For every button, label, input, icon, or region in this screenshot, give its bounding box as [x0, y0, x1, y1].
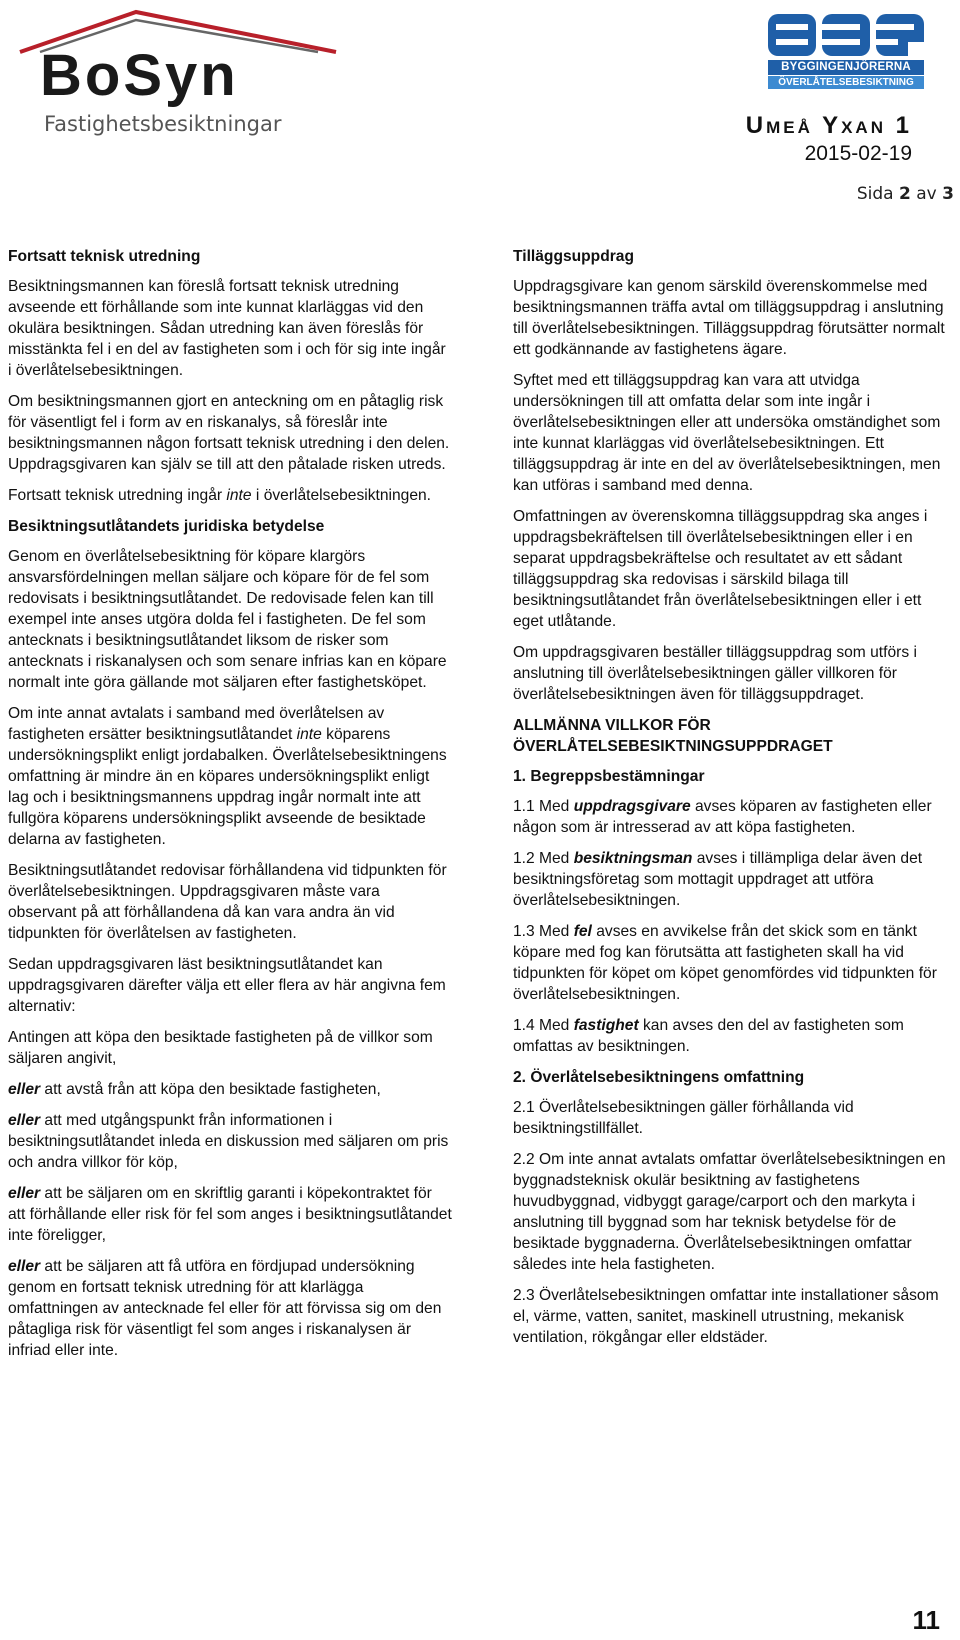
term: fastighet	[573, 1017, 639, 1034]
clause-2-1: 2.1 Överlåtelsebesiktningen gäller förhållanda vid besiktningstillfället.	[513, 1099, 854, 1137]
text: avses i tillämpliga delar även det besiktningsföretag som mottagit uppdraget att utföra överlåtelsebesiktningen.	[513, 850, 923, 909]
footer-page-number: 11	[912, 1605, 940, 1635]
page-current: 2	[899, 184, 911, 204]
paragraph: Besiktningsutlåtandet redovisar förhållandena vid tidpunkten för överlåtelsebesiktningen. Uppdragsgivaren måste vara observant på att förhållandena då kan vara andra än vid tidpunkten för överlåtelsen av fastigheten.	[8, 862, 447, 942]
paragraph: Om uppdragsgivaren beställer tilläggsuppdrag som utförs i anslutning till överlåtelsebesiktningen gäller villkoren för överlåtelsebesiktningen även för tilläggsuppdraget.	[513, 644, 917, 703]
property-title: Umeå Yxan 1	[745, 112, 912, 139]
emphasis: inte	[226, 487, 252, 504]
text: Om inte annat avtalats i samband med överlåtelsen av fastigheten ersätter besiktningsutlåtandet	[8, 705, 385, 743]
bosyn-logo	[18, 6, 348, 136]
eller-label: eller	[8, 1081, 41, 1098]
alternative-2	[8, 1079, 452, 1100]
page-indicator	[857, 184, 954, 204]
text: kan avses den del av fastigheten som omfattas av besiktningen.	[513, 1017, 904, 1055]
paragraph: Omfattningen av överenskomna tilläggsuppdrag ska anges i uppdragsbekräftelsen till överlåtelsebesiktningen eller i en separat uppdragsbekräftelse och resultatet av ett sådant tilläggsuppdrag ska redovisas i särskild bilaga till besiktningsutlåtandet från överlåtelsebesiktningen eller i ett eget utlåtande.	[513, 508, 928, 630]
page-label: Sida	[856, 184, 894, 204]
alternative-1: Antingen att köpa den besiktade fastigheten på de villkor som säljaren angivit,	[8, 1029, 433, 1067]
paragraph: Besiktningsmannen kan föreslå fortsatt teknisk utredning avseende ett förhållande som inte kunnat klarläggas vid den okulära besiktningen. Sådan utredning kan även föreslås för misstänkta fel i en del av fastigheten som i och för sig inte ingår i överlåtelsebesiktningen.	[8, 278, 446, 379]
heading-begrepp: 1. Begreppsbestämningar	[513, 768, 705, 785]
text: 1.2 Med	[513, 850, 574, 867]
text: att avstå från att köpa den besiktade fastigheten,	[40, 1081, 381, 1098]
clause-2-2: 2.2 Om inte annat avtalats omfattar överlåtelsebesiktningen en byggnadsteknisk okulär besiktning av fastighetens huvudbyggnad, vidbyggt garage/carport och den markyta i anslutning till byggnad som har teknisk betydelse för de besiktade byggnaderna. Överlåtelsebesiktningen omfattar således inte hela fastigheten.	[513, 1151, 946, 1273]
bosyn-wordmark: BoSyn	[40, 43, 239, 108]
heading-juridisk: Besiktningsutlåtandets juridiska betydelse	[8, 518, 325, 535]
text: att be säljaren att få utföra en fördjupad undersökning genom en fortsatt teknisk utredning för att klarlägga omfattningen av antecknade fel eller för att förvissa sig om den påtagliga risk för väsentligt fel som anges i riskanalysen är infriad eller inte.	[8, 1258, 442, 1359]
text: Fortsatt teknisk utredning ingår	[8, 487, 227, 504]
text: avses köparen av fastigheten eller någon som är intresserad av att köpa fastigheten.	[513, 798, 932, 836]
paragraph: Om besiktningsmannen gjort en anteckning om en påtaglig risk för väsentligt fel i form av en riskanalys, så föreslår inte besiktningsmannen någon fortsatt teknisk utredning i den delen. Uppdragsgivaren kan själv se till att den påtalade risken utreds.	[8, 393, 450, 473]
clause-2-3: 2.3 Överlåtelsebesiktningen omfattar inte installationer såsom el, värme, vatten, sanitet, maskinell utrustning, mekanisk ventilation, rökgångar eller eldstäder.	[513, 1287, 939, 1346]
eller-label: eller	[8, 1258, 41, 1275]
page-sep: av	[916, 184, 937, 204]
paragraph: Genom en överlåtelsebesiktning för köpare klargörs ansvarsfördelningen mellan säljare och köpare för de fel som redovisats i besiktningsutlåtandet. De redovisade felen kan till exempel inte anses utgöra dolda fel i fastigheten. De fel som antecknats i besiktningsutlåtandet liksom de risker som antecknats i riskanalysen och som senare infrias kan en köpare normalt inte göra gällande mot säljaren efter fastighetsköpet.	[8, 548, 447, 691]
paragraph	[8, 485, 452, 506]
sbr-line2: ÖVERLÅTELSEBESIKTNING	[768, 76, 924, 89]
definition-1-2	[513, 848, 955, 911]
sbr-letters-icon	[768, 12, 924, 58]
paragraph	[8, 703, 452, 850]
paragraph: Uppdragsgivare kan genom särskild överenskommelse med besiktningsmannen träffa avtal om tilläggsuppdrag i anslutning till överlåtelsebesiktningen. Tilläggsuppdrag förutsätter normalt ett godkännande av fastighetens ägare.	[513, 278, 945, 358]
text: i överlåtelsebesiktningen.	[251, 487, 432, 504]
text: avses en avvikelse från det skick som en tänkt köpare med fog kan förutsätta att fastigheten skall ha vid tidpunkten för köpet om köpet genomfördes vid tidpunkten för överlåtelsebesiktningen.	[513, 923, 937, 1003]
alternative-5	[8, 1256, 452, 1361]
term: besiktningsman	[573, 850, 693, 867]
bosyn-subtitle: Fastighetsbesiktningar	[44, 112, 282, 136]
right-column	[513, 246, 955, 1358]
report-date: 2015-02-19	[804, 142, 912, 165]
alternative-4	[8, 1183, 452, 1246]
text: att med utgångspunkt från informationen i besiktningsutlåtandet inleda en diskussion med säljaren om pris och andra villkor för köp,	[8, 1112, 449, 1171]
definition-1-1	[513, 796, 955, 838]
property-header	[746, 112, 912, 166]
text: 1.3 Med	[513, 923, 574, 940]
term: uppdragsgivare	[573, 798, 691, 815]
heading-fortsatt: Fortsatt teknisk utredning	[8, 248, 201, 265]
heading-omfattning: 2. Överlåtelsebesiktningens omfattning	[513, 1069, 805, 1086]
definition-1-3	[513, 921, 955, 1005]
heading-allmanna-villkor: ALLMÄNNA VILLKOR FÖR ÖVERLÅTELSEBESIKTNINGSUPPDRAGET	[513, 717, 833, 755]
text: 1.4 Med	[513, 1017, 574, 1034]
definition-1-4	[513, 1015, 955, 1057]
alternative-3	[8, 1110, 452, 1173]
sbr-logo	[768, 12, 924, 94]
left-column	[8, 246, 452, 1371]
text: att be säljaren om en skriftlig garanti i köpekontraktet för att förhållande eller risk för fel som anges i besiktningsutlåtandet inte föreligger,	[8, 1185, 452, 1244]
paragraph: Syftet med ett tilläggsuppdrag kan vara att utvidga undersökningen till att omfatta delar som inte ingår i överlåtelsebesiktningen eller att undersöka omständighet som inte kunnat klarläggas vid överlåtelsebesiktningen. Ett tilläggsuppdrag är inte en del av överlåtelsebesiktningen, men kan utföras i samband med denna.	[513, 372, 941, 494]
text: köparens undersökningsplikt enligt jordabalken. Överlåtelsebesiktningens omfattning är mindre än en köpares undersökningsplikt enligt lag och i besiktningsmannens uppdrag ingår normalt inte att fullgöra köparens undersökningsplikt avseende de besiktade delarna av fastigheten.	[8, 726, 447, 848]
eller-label: eller	[8, 1112, 41, 1129]
page-total: 3	[942, 184, 954, 204]
paragraph: Sedan uppdragsgivaren läst besiktningsutlåtandet kan uppdragsgivaren därefter välja ett eller flera av här angivna fem alternativ:	[8, 956, 446, 1015]
emphasis: inte	[296, 726, 322, 743]
heading-tillagg: Tilläggsuppdrag	[513, 248, 635, 265]
eller-label: eller	[8, 1185, 41, 1202]
text: 1.1 Med	[513, 798, 574, 815]
sbr-line1: BYGGINGENJÖRERNA	[768, 60, 924, 75]
term: fel	[573, 923, 592, 940]
